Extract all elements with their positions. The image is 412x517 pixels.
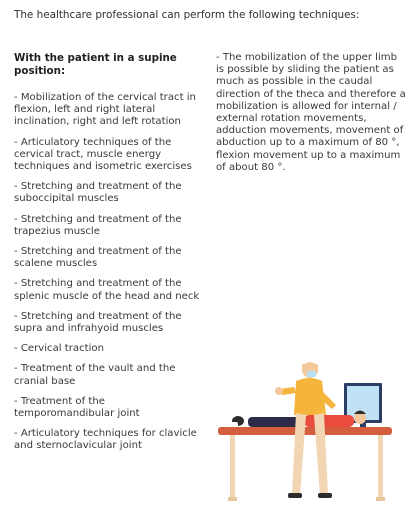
list-item: - Stretching and treatment of the splenic muscle of the head and neck	[14, 278, 200, 302]
list-item: - Treatment of the vault and the cranial base	[14, 363, 176, 387]
section-heading: With the patient in a supine position:	[14, 52, 177, 77]
table-legs	[228, 433, 385, 501]
treatment-illustration	[210, 345, 406, 510]
list-item: - Stretching and treatment of the trapezius muscle	[14, 213, 182, 237]
list-item: - Mobilization of the cervical tract in flexion, left and right lateral inclination, right and left rotation	[14, 92, 196, 128]
list-item: - Stretching and treatment of the scalene muscles	[14, 246, 182, 270]
list-item: - Stretching and treatment of the supra and infrahyoid muscles	[14, 310, 182, 335]
intro-text: The healthcare professional can perform the following techniques:	[14, 9, 360, 21]
right-column	[216, 52, 406, 174]
upper-limb-paragraph: - The mobilization of the upper limb is possible by sliding the patient as much as possible in the caudal direction of the theca and therefore a mobilization is allowed for internal / external rotation movements, adduction movements, movement of abduction up to a maximum of 80 °, flexion movement up to a maximum of about 80 °.	[216, 52, 406, 173]
list-item: - Treatment of the temporomandibular joint	[14, 395, 140, 420]
list-item: - Articulatory techniques of the cervical tract, muscle energy techniques and isometric exercises	[14, 136, 192, 173]
list-item: - Articulatory techniques for clavicle and sternoclavicular joint	[14, 428, 197, 452]
left-column	[14, 52, 204, 461]
list-item: - Stretching and treatment of the suboccipital muscles	[14, 181, 182, 205]
list-item: - Cervical traction	[14, 343, 104, 355]
